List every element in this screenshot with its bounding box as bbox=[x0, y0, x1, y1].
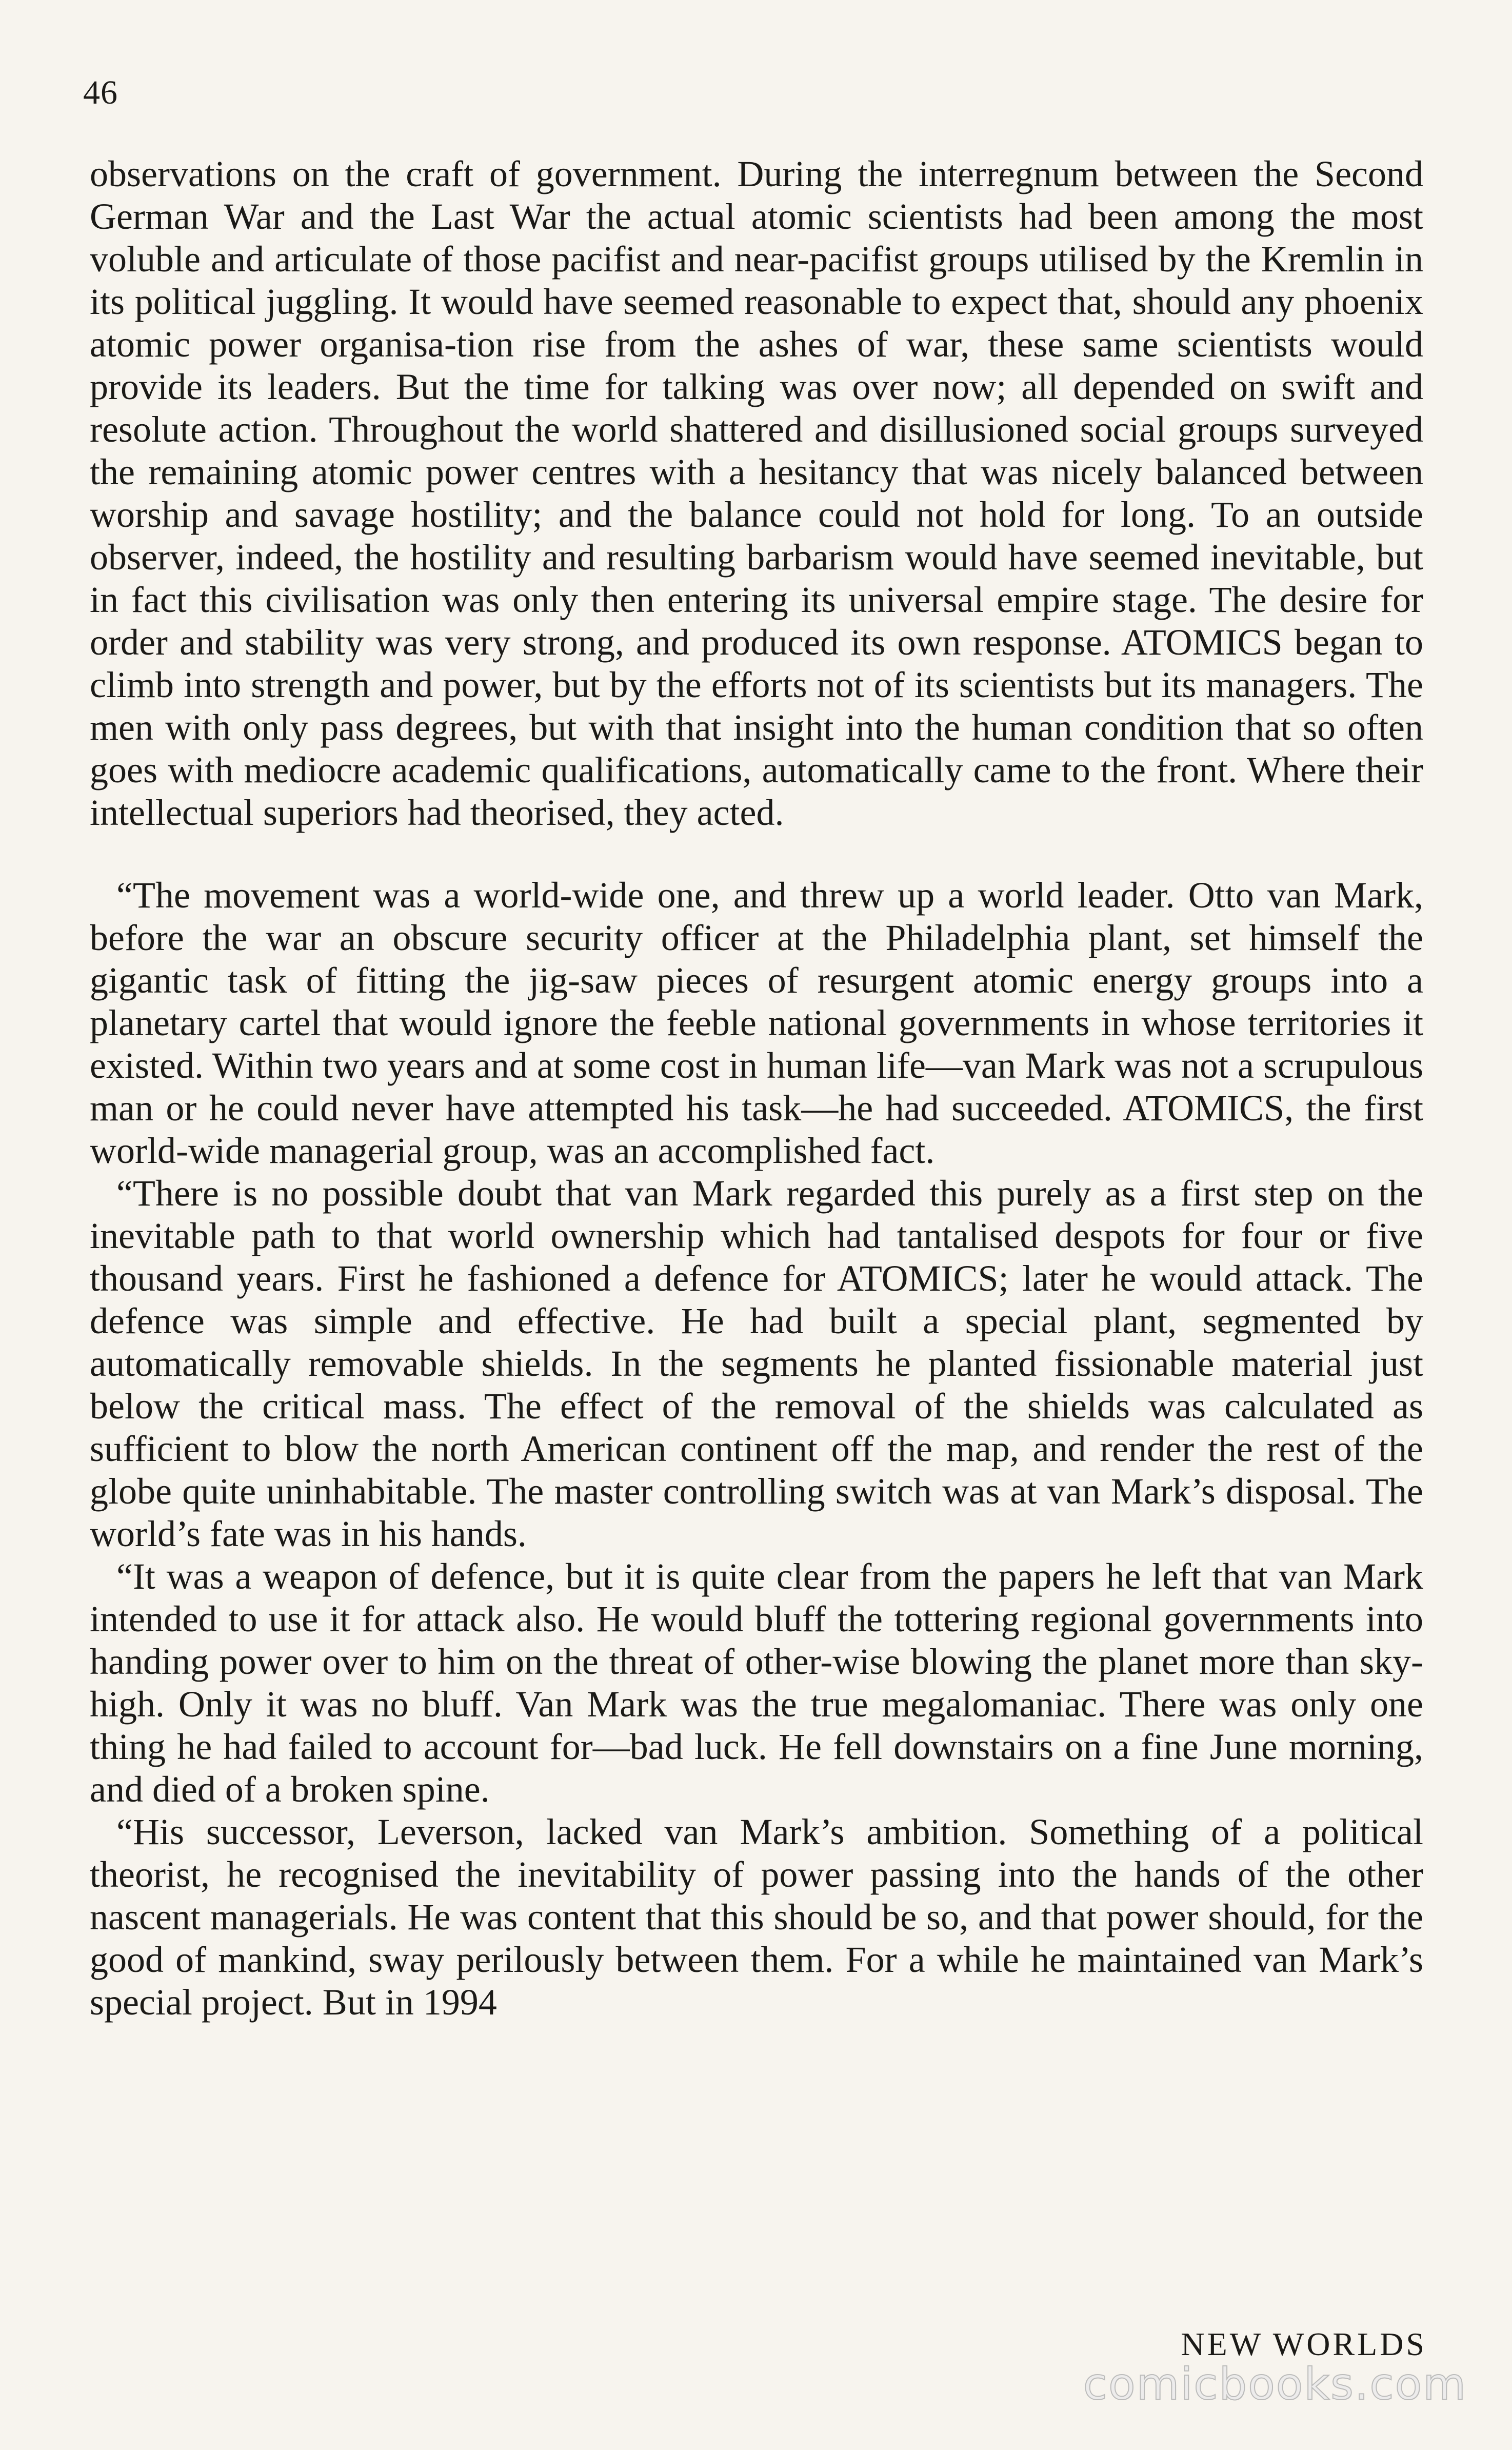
section-gap bbox=[90, 834, 1423, 874]
page-number: 46 bbox=[83, 74, 118, 111]
article-body bbox=[90, 153, 1423, 2024]
magazine-title: NEW WORLDS bbox=[1181, 2326, 1427, 2362]
paragraph-4: “It was a weapon of defence, but it is quite clear from the papers he left that van Mark intended to use it for attack also. He would bluff the tottering regional governments into handing power over to him on the threat of other-wise blowing the planet more than sky-high. Only it was no bluff. Van Mark was the true megalomaniac. There was only one thing he had failed to account for—bad luck. He fell downstairs on a fine June morning, and died of a broken spine. bbox=[90, 1556, 1423, 1810]
paragraph-3: “There is no possible doubt that van Mark regarded this purely as a first step on the inevitable path to that world ownership which had tantalised despots for four or five thousand years. First he fashioned a defence for ATOMICS; later he would attack. The defence was simple and effective. He had built a special plant, segmented by automatically removable shields. In the segments he planted fissionable material just below the critical mass. The effect of the removal of the shields was calculated as sufficient to blow the north American continent off the map, and render the rest of the globe quite uninhabitable. The master controlling switch was at van Mark’s disposal. The world’s fate was in his hands. bbox=[90, 1173, 1423, 1554]
paragraph-2: “The movement was a world-wide one, and threw up a world leader. Otto van Mark, before the war an obscure security officer at the Philadelphia plant, set himself the gigantic task of fitting the jig-saw pieces of resurgent atomic energy groups into a planetary cartel that would ignore the feeble national governments in whose territories it existed. Within two years and at some cost in human life—van Mark was not a scrupulous man or he could never have attempted his task—he had succeeded. ATOMICS, the first world-wide managerial group, was an accomplished fact. bbox=[90, 875, 1423, 1171]
paragraph-1: observations on the craft of government. During the interregnum between the Second German War and the Last War the actual atomic scientists had been among the most voluble and articulate of those pacifist and near-pacifist groups utilised by the Kremlin in its political juggling. It would have seemed reasonable to expect that, should any phoenix atomic power organisa-tion rise from the ashes of war, these same scientists would provide its leaders. But the time for talking was over now; all depended on swift and resolute action. Throughout the world shattered and disillusioned social groups surveyed the remaining atomic power centres with a hesitancy that was nicely balanced between worship and savage hostility; and the balance could not hold for long. To an outside observer, indeed, the hostility and resulting barbarism would have seemed inevitable, but in fact this civilisation was only then entering its universal empire stage. The desire for order and stability was very strong, and produced its own response. ATOMICS began to climb into strength and power, but by the efforts not of its scientists but its managers. The men with only pass degrees, but with that insight into the human condition that so often goes with mediocre academic qualifications, automatically came to the front. Where their intellectual superiors had theorised, they acted. bbox=[90, 153, 1423, 833]
paragraph-5: “His successor, Leverson, lacked van Mark’s ambition. Something of a political theorist, he recognised the inevitability of power passing into the hands of the other nascent managerials. He was content that this should be so, and that power should, for the good of mankind, sway perilously between them. For a while he maintained van Mark’s special project. But in 1994 bbox=[90, 1811, 1423, 2023]
site-watermark: comicbooks.com bbox=[1083, 2359, 1467, 2410]
